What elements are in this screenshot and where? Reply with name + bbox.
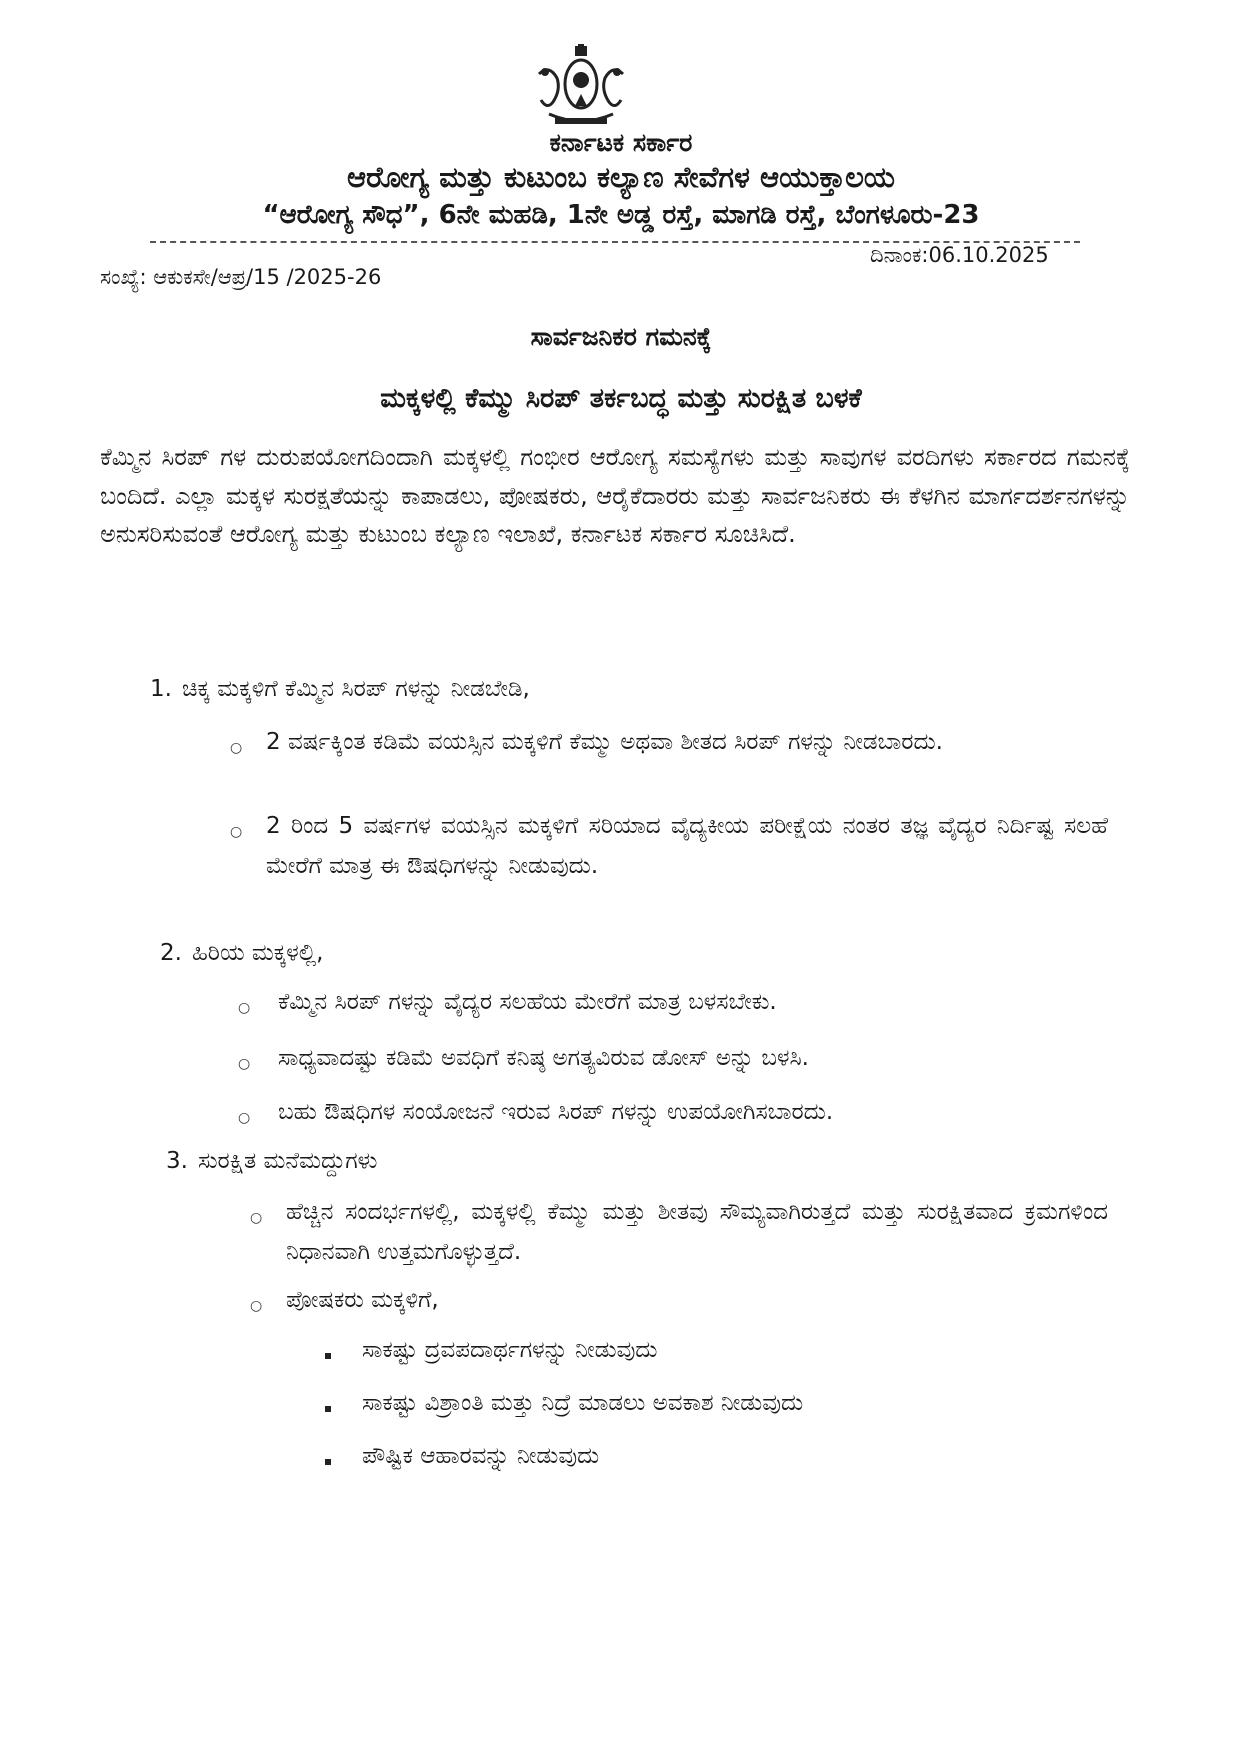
hollow-bullet-icon: ○ [250,1298,263,1314]
item-number: 3. [166,1148,188,1174]
hollow-bullet-icon: ○ [250,1210,263,1226]
item-number: 2. [160,940,182,966]
square-bullet-icon [325,1353,331,1359]
item-text: ಹಿರಿಯ ಮಕ್ಕಳಲ್ಲಿ, [192,940,324,966]
karnataka-emblem-icon [531,44,631,134]
sub-item: ಬಹು ಔಷಧಿಗಳ ಸಂಯೋಜನೆ ಇರುವ ಸಿರಪ್ ಗಳನ್ನು ಉಪಯೋಗಿಸಬಾರದು. [278,1099,834,1125]
hollow-bullet-icon: ○ [238,1056,251,1072]
government-name: ಕರ್ನಾಟಕ ಸರ್ಕಾರ [549,128,693,157]
hollow-bullet-icon: ○ [230,740,243,756]
office-address: “ಆರೋಗ್ಯ ಸೌಧ”, 6ನೇ ಮಹಡಿ, 1ನೇ ಅಡ್ಡ ರಸ್ತೆ, ಮಾಗಡಿ ರಸ್ತೆ, ಬೆಂಗಳೂರು-23 [262,200,980,230]
sub-item: ಕೆಮ್ಮಿನ ಸಿರಪ್ ಗಳನ್ನು ವೈದ್ಯರ ಸಲಹೆಯ ಮೇರೆಗೆ ಮಾತ್ರ ಬಳಸಬೇಕು. [278,989,777,1015]
sub-item: 2 ವರ್ಷಕ್ಕಿಂತ ಕಡಿಮೆ ವಯಸ್ಸಿನ ಮಕ್ಕಳಿಗೆ ಕೆಮ್ಮು ಅಥವಾ ಶೀತದ ಸಿರಪ್ ಗಳನ್ನು ನೀಡಬಾರದು. [266,729,943,755]
department-name: ಆರೋಗ್ಯ ಮತ್ತು ಕುಟುಂಬ ಕಲ್ಯಾಣ ಸೇವೆಗಳ ಆಯುಕ್ತಾಲಯ [346,160,895,194]
sub-item: ಪೋಷಕರು ಮಕ್ಕಳಿಗೆ, [286,1287,439,1313]
sub-sub-item: ಪೌಷ್ಟಿಕ ಆಹಾರವನ್ನು ನೀಡುವುದು [362,1443,600,1469]
sub-item: ಸಾಧ್ಯವಾದಷ್ಟು ಕಡಿಮೆ ಅವಧಿಗೆ ಕನಿಷ್ಠ ಅಗತ್ಯವಿರುವ ಡೋಸ್ ಅನ್ನು ಬಳಸಿ. [278,1045,809,1071]
intro-paragraph: ಕೆಮ್ಮಿನ ಸಿರಪ್ ಗಳ ದುರುಪಯೋಗದಿಂದಾಗಿ ಮಕ್ಕಳಲ್ಲಿ ಗಂಭೀರ ಆರೋಗ್ಯ ಸಮಸ್ಯೆಗಳು ಮತ್ತು ಸಾವುಗಳ ವರದಿಗಳು ಸರ್ಕಾರದ ಗಮನಕ್ಕೆ ಬಂದಿದೆ. ಎಲ್ಲಾ ಮಕ್ಕಳ ಸುರಕ್ಷತೆಯನ್ನು ಕಾಪಾಡಲು, ಪೋಷಕರು, ಆರೈಕೆದಾರರು ಮತ್ತು ಸಾರ್ವಜನಿಕರು ಈ ಕೆಳಗಿನ ಮಾರ್ಗದರ್ಶನಗಳನ್ನು ಅನುಸರಿಸುವಂತೆ ಆರೋಗ್ಯ ಮತ್ತು ಕುಟುಂಬ ಕಲ್ಯಾಣ ಇಲಾಖೆ, ಕರ್ನಾಟಕ ಸರ್ಕಾರ ಸೂಚಿಸಿದೆ. [100,443,1130,548]
list-item-2 [160,940,324,966]
list-item-3 [166,1148,378,1174]
sub-sub-item: ಸಾಕಷ್ಟು ವಿಶ್ರಾಂತಿ ಮತ್ತು ನಿದ್ರೆ ಮಾಡಲು ಅವಕಾಶ ನೀಡುವುದು [362,1390,804,1416]
square-bullet-icon [325,1459,331,1465]
hollow-bullet-icon: ○ [238,1110,251,1126]
notice-heading: ಸಾರ್ವಜನಿಕರ ಗಮನಕ್ಕೆ [530,322,712,351]
sub-sub-item: ಸಾಕಷ್ಟು ದ್ರವಪದಾರ್ಥಗಳನ್ನು ನೀಡುವುದು [362,1337,658,1363]
subject-title: ಮಕ್ಕಳಲ್ಲಿ ಕೆಮ್ಮು ಸಿರಪ್ ತರ್ಕಬದ್ಧ ಮತ್ತು ಸುರಕ್ಷಿತ ಬಳಕೆ [380,383,862,414]
item-number: 1. [150,676,172,702]
square-bullet-icon [325,1406,331,1412]
hollow-bullet-icon: ○ [238,1000,251,1016]
sub-item: ಹೆಚ್ಚಿನ ಸಂದರ್ಭಗಳಲ್ಲಿ, ಮಕ್ಕಳಲ್ಲಿ ಕೆಮ್ಮು ಮತ್ತು ಶೀತವು ಸೌಮ್ಯವಾಗಿರುತ್ತದೆ ಮತ್ತು ಸುರಕ್ಷಿತವಾದ ಕ್ರಮಗಳಿಂದ ನಿಧಾನವಾಗಿ ಉತ್ತಮಗೊಳ್ಳುತ್ತದೆ. [286,1199,1108,1265]
list-item-1 [150,676,530,702]
item-text: ಚಿಕ್ಕ ಮಕ್ಕಳಿಗೆ ಕೆಮ್ಮಿನ ಸಿರಪ್ ಗಳನ್ನು ನೀಡಬೇಡಿ, [182,676,530,702]
item-text: ಸುರಕ್ಷಿತ ಮನೆಮದ್ದುಗಳು [198,1148,378,1174]
hollow-bullet-icon: ○ [230,824,243,840]
document-date: ದಿನಾಂಕ:06.10.2025 [870,243,1049,267]
sub-item: 2 ರಿಂದ 5 ವರ್ಷಗಳ ವಯಸ್ಸಿನ ಮಕ್ಕಳಿಗೆ ಸರಿಯಾದ ವೈದ್ಯಕೀಯ ಪರೀಕ್ಷೆಯ ನಂತರ ತಜ್ಞ ವೈದ್ಯರ ನಿರ್ದಿಷ್ಟ ಸಲಹೆ ಮೇರೆಗೆ ಮಾತ್ರ ಈ ಔಷಧಿಗಳನ್ನು ನೀಡುವುದು. [266,813,1108,879]
reference-number: ಸಂಖ್ಯೆ: ಆಕುಕಸೇ/ಆಪ್ರ/15 /2025-26 [100,265,382,289]
